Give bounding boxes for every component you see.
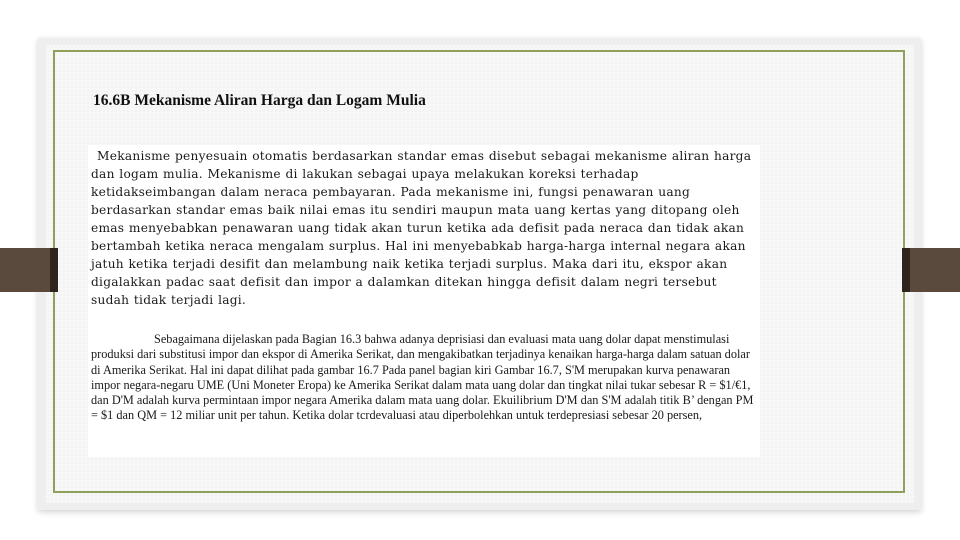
slide-text-block bbox=[88, 145, 760, 457]
left-side-tab bbox=[0, 248, 58, 292]
right-side-tab-notch bbox=[902, 248, 910, 292]
left-side-tab-notch bbox=[50, 248, 58, 292]
paragraph-mekanisme: Mekanisme penyesuain otomatis berdasarkan standar emas disebut sebagai mekanisme aliran harga dan logam mulia. Mekanisme di lakukan sebagai upaya melakukan koreksi terhadap ketidakseimbangan dalam neraca pembayaran. Pada mekanisme ini, fungsi penawaran uang berdasarkan standar emas baik nilai emas itu sendiri maupun mata uang kertas yang ditopang oleh emas menyebabkan penawaran uang tidak akan turun ketika ada defisit pada neraca dan tidak akan bertambah ketika neraca mengalam surplus. Hal ini menyebabkab harga-harga internal negara akan jatuh ketika terjadi desifit dan melambung naik ketika terjadi surplus. Maka dari itu, ekspor akan digalakkan padac saat defisit dan impor a dalamkan ditekan hingga defisit dalam negri tersebut sudah tidak terjadi lagi. bbox=[91, 149, 752, 307]
slide-title: 16.6B Mekanisme Aliran Harga dan Logam Mulia bbox=[93, 92, 426, 109]
right-side-tab bbox=[902, 248, 960, 292]
paragraph-sebagaimana: Sebagaimana dijelaskan pada Bagian 16.3 bahwa adanya deprisiasi dan evaluasi mata uang dolar dapat menstimulasi produksi dari substitusi impor dan ekspor di Amerika Serikat, dan mengakibatkan terjadinya kenaikan harga-harga dalam satuan dolar di Amerika Serikat. Hal ini dapat dilihat pada gambar 16.7 Pada panel bagian kiri Gambar 16.7, S'M merupakan kurva penawaran impor negara-negaru UME (Uni Moneter Eropa) ke Amerika Serikat dalam mata uang dolar dan tingkat nilai tukar sebesar R = $1/€1, dan D'M adalah kurva permintaan impor negara Amerika dalam mata uang dolar. Ekuilibrium D'M dan S'M adalah titik B’ dengan PM = $1 dan QM = 12 miliar unit per tahun. Ketika dolar tcrdevaluasi atau diperbolehkan untuk terdepresiasi sebesar 20 persen, bbox=[91, 332, 754, 423]
